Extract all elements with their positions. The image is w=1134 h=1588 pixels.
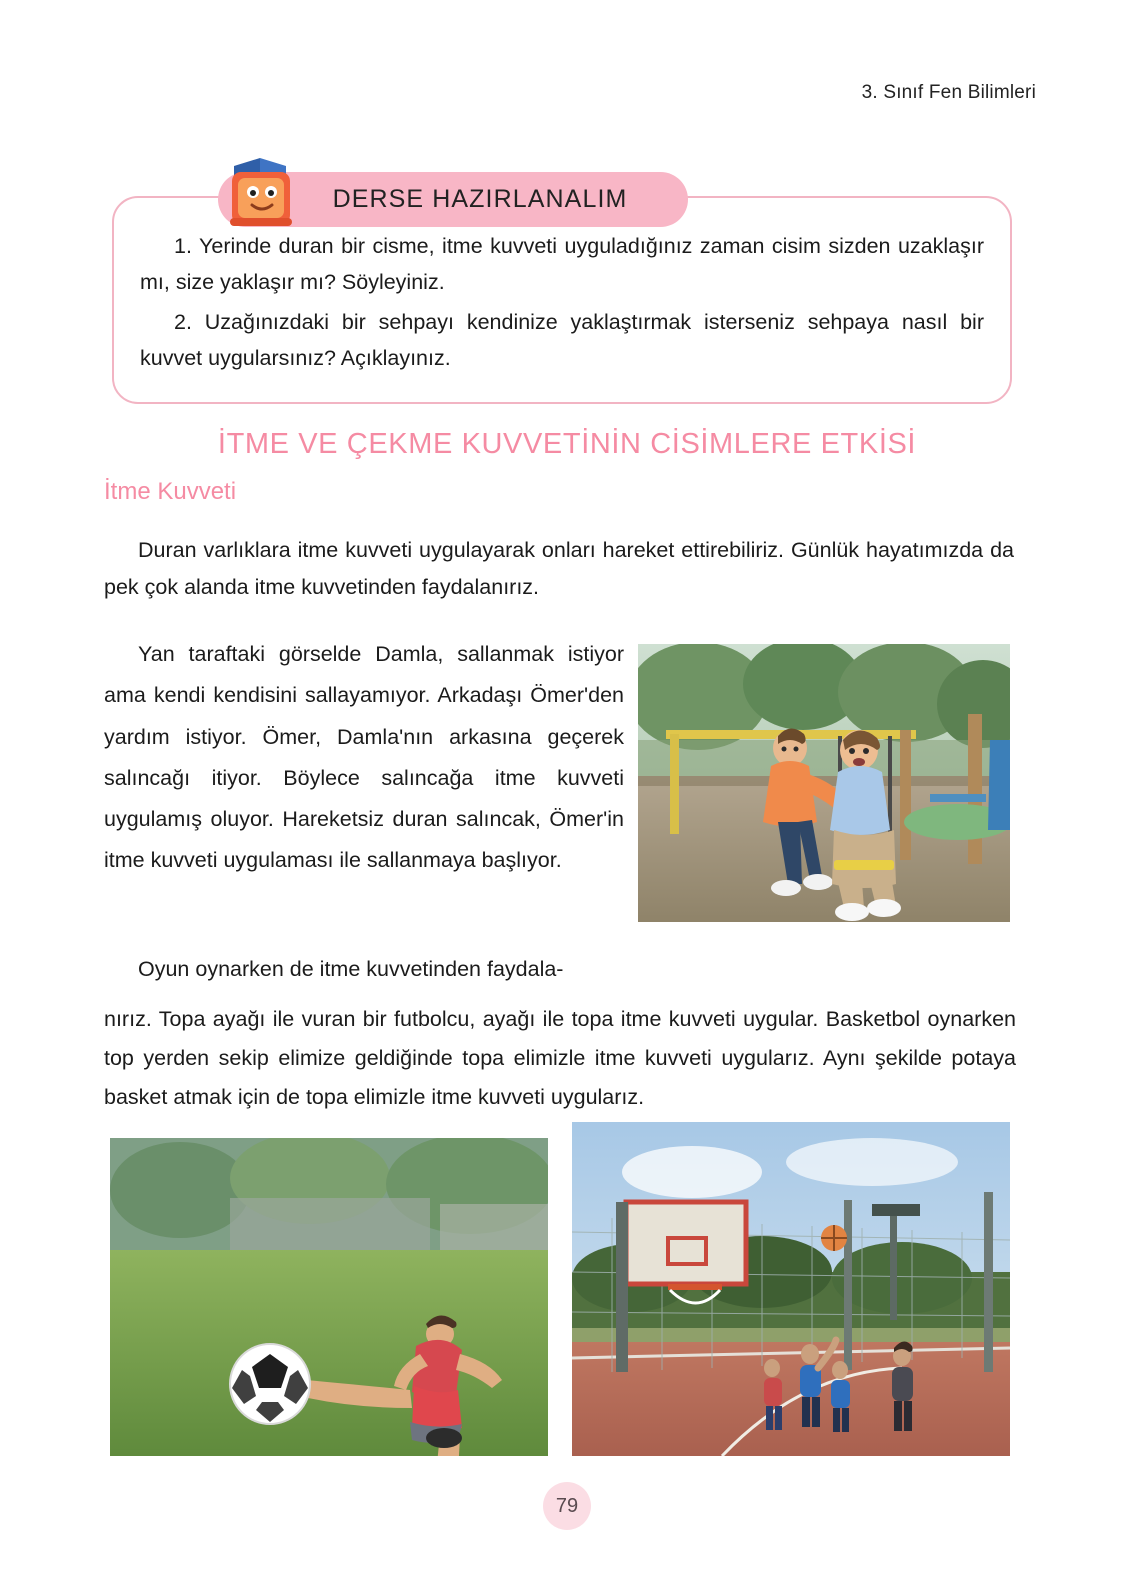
section-title: İTME VE ÇEKME KUVVETİNİN CİSİMLERE ETKİSİ xyxy=(217,428,917,460)
page-number: 79 xyxy=(543,1482,591,1530)
page-header-course: 3. Sınıf Fen Bilimleri xyxy=(861,82,1036,103)
playground-swing-photo xyxy=(638,644,1010,922)
paragraph-4: nırız. Topa ayağı ile vuran bir futbolcu, ayağı ile topa itme kuvveti uygular. Basketbol oynarken top yerden sekip elimize geldiğinde topa elimizle itme kuvveti uygularız. Aynı şekilde potaya basket atmak için de topa elimizle itme kuvveti uygularız. xyxy=(104,1007,1016,1110)
book-icon xyxy=(224,148,298,230)
paragraph-1: Duran varlıklara itme kuvveti uygulayarak onları hareket ettirebiliriz. Günlük hayatımızda da pek çok alanda itme kuvvetinden faydalanırız. xyxy=(104,538,1014,599)
prepare-item-1: 1. Yerinde duran bir cisme, itme kuvveti uyguladığınız zaman cisim sizden uzaklaşır mı, size yaklaşır mı? Söyleyiniz. xyxy=(140,234,984,295)
paragraph-3: Oyun oynarken de itme kuvvetinden faydala- xyxy=(138,957,564,981)
paragraph-2: Yan taraftaki görselde Damla, sallanmak istiyor ama kendi kendisini sallayamıyor. Arkadaşı Ömer'den yardım istiyor. Ömer, Damla'nın arkasına geçerek salıncağı itiyor. Böylece salıncağa itme kuvveti uygulamış oluyor. Hareketsiz duran salıncak, Ömer'in itme kuvveti uygulaması ile sallanmaya başlıyor. xyxy=(104,642,624,873)
soccer-kick-photo xyxy=(110,1138,548,1456)
prepare-item-2: 2. Uzağınızdaki bir sehpayı kendinize yaklaştırmak isterseniz sehpaya nasıl bir kuvvet uygularsınız? Açıklayınız. xyxy=(140,310,984,371)
basketball-court-photo xyxy=(572,1122,1010,1456)
subsection-title: İtme Kuvveti xyxy=(104,478,237,505)
prepare-banner-label: DERSE HAZIRLANALIM xyxy=(332,185,628,213)
